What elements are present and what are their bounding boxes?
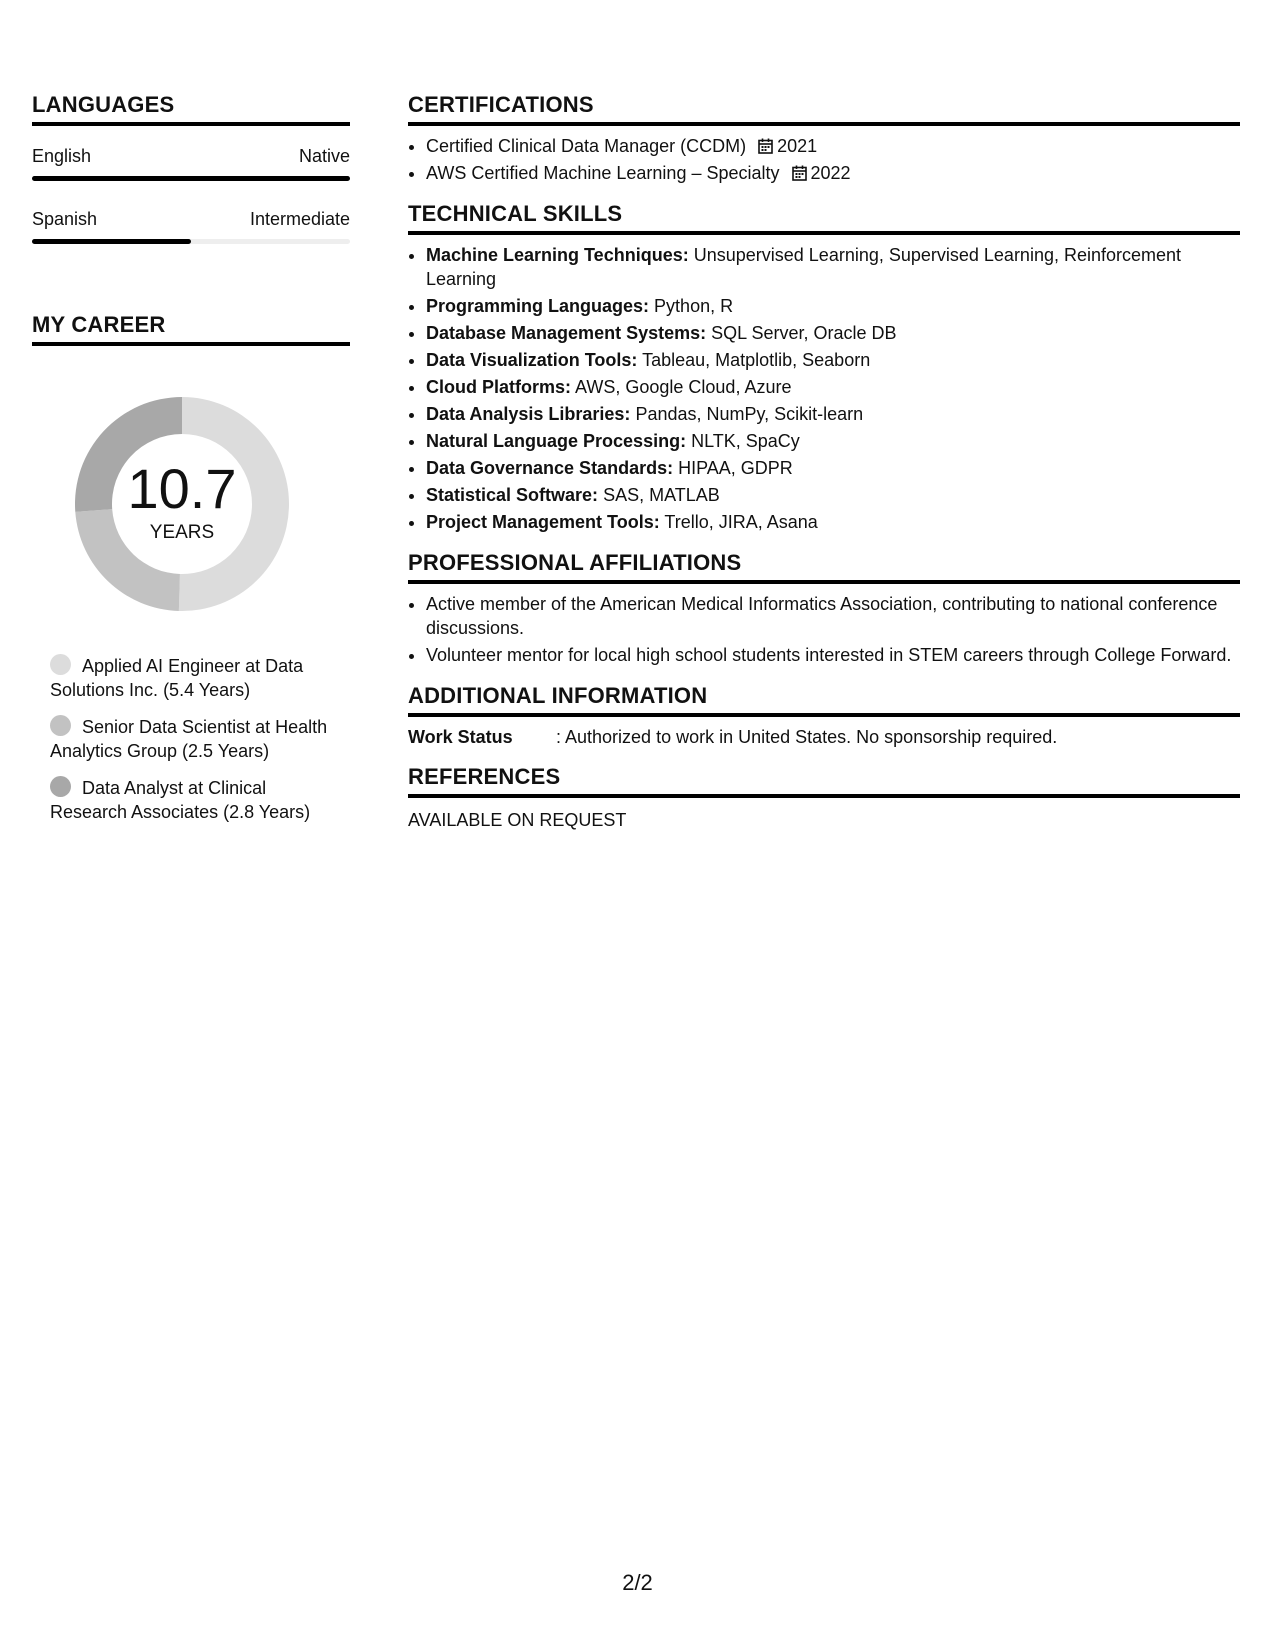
skill-item bbox=[426, 483, 1240, 507]
legend-dot-icon bbox=[50, 776, 71, 797]
career-total-years: 10.7 bbox=[127, 457, 237, 520]
skills-list bbox=[408, 243, 1240, 534]
certification-date bbox=[792, 163, 851, 183]
skill-value: Pandas, NumPy, Scikit-learn bbox=[635, 404, 864, 424]
skill-value: Unsupervised Learning, Supervised Learning, Reinforcement Learning bbox=[426, 245, 1182, 289]
career-legend-item bbox=[50, 654, 340, 702]
certifications-list bbox=[408, 134, 1240, 185]
language-row bbox=[32, 209, 350, 230]
skill-value: NLTK, SpaCy bbox=[691, 431, 800, 451]
references-text: AVAILABLE ON REQUEST bbox=[408, 810, 627, 830]
calendar-icon bbox=[758, 138, 773, 154]
skill-label: Cloud Platforms: bbox=[426, 377, 572, 397]
skill-label: Data Visualization Tools: bbox=[426, 350, 638, 370]
skill-label: Statistical Software: bbox=[426, 485, 599, 505]
career-section bbox=[32, 312, 350, 824]
certification-name: Certified Clinical Data Manager (CCDM) bbox=[426, 136, 747, 156]
skill-label: Programming Languages: bbox=[426, 296, 650, 316]
language-level: Intermediate bbox=[249, 209, 350, 229]
right-column bbox=[408, 92, 1240, 847]
language-item bbox=[32, 146, 350, 181]
skills-section bbox=[408, 201, 1240, 534]
languages-title: LANGUAGES bbox=[32, 92, 350, 126]
affiliations-title: PROFESSIONAL AFFILIATIONS bbox=[408, 550, 1240, 584]
additional-info-section bbox=[408, 683, 1240, 748]
career-title: MY CAREER bbox=[32, 312, 350, 346]
affiliation-item: • Volunteer mentor for local high school students interested in STEM careers through College Forward. bbox=[426, 643, 1240, 667]
skill-value: Tableau, Matplotlib, Seaborn bbox=[642, 350, 871, 370]
affiliations-list bbox=[408, 592, 1240, 667]
skill-value: SQL Server, Oracle DB bbox=[711, 323, 897, 343]
language-name: English bbox=[32, 146, 92, 166]
skill-item bbox=[426, 510, 1240, 534]
certification-year: 2021 bbox=[777, 136, 818, 156]
legend-dot-icon bbox=[50, 654, 71, 675]
language-item bbox=[32, 209, 350, 244]
additional-info-title: ADDITIONAL INFORMATION bbox=[408, 683, 1240, 717]
career-legend bbox=[50, 654, 340, 824]
affiliation-item: • Active member of the American Medical Informatics Association, contributing to national conference discussions. bbox=[426, 592, 1240, 640]
career-legend-item bbox=[50, 776, 340, 824]
certification-year: 2022 bbox=[810, 163, 851, 183]
skill-value: SAS, MATLAB bbox=[603, 485, 720, 505]
skill-item bbox=[426, 402, 1240, 426]
certifications-title: CERTIFICATIONS bbox=[408, 92, 1240, 126]
language-name: Spanish bbox=[32, 209, 98, 229]
skill-value: Python, R bbox=[654, 296, 734, 316]
skill-item bbox=[426, 375, 1240, 399]
language-row bbox=[32, 146, 350, 167]
work-status-value: : Authorized to work in United States. No sponsorship required. bbox=[556, 727, 1058, 747]
skill-label: Database Management Systems: bbox=[426, 323, 707, 343]
skill-item bbox=[426, 321, 1240, 345]
skill-value: HIPAA, GDPR bbox=[678, 458, 793, 478]
language-proficiency-bar bbox=[32, 239, 350, 244]
career-role-text: Data Analyst at Clinical Research Associates (2.8 Years) bbox=[50, 778, 311, 822]
career-years-unit: YEARS bbox=[149, 522, 215, 543]
skill-label: Machine Learning Techniques: bbox=[426, 245, 689, 265]
skill-label: Data Analysis Libraries: bbox=[426, 404, 631, 424]
career-role-text: Applied AI Engineer at Data Solutions Inc. (5.4 Years) bbox=[50, 656, 304, 700]
legend-dot-icon bbox=[50, 715, 71, 736]
skill-value: AWS, Google Cloud, Azure bbox=[575, 377, 792, 397]
skill-label: Natural Language Processing: bbox=[426, 431, 687, 451]
skills-title: TECHNICAL SKILLS bbox=[408, 201, 1240, 235]
references-title: REFERENCES bbox=[408, 764, 1240, 798]
skill-item bbox=[426, 456, 1240, 480]
certification-item bbox=[426, 161, 1240, 185]
language-proficiency-bar bbox=[32, 176, 350, 181]
certification-item bbox=[426, 134, 1240, 158]
work-status-row bbox=[408, 727, 1240, 748]
skill-item bbox=[426, 243, 1240, 291]
skill-item bbox=[426, 294, 1240, 318]
references-section bbox=[408, 764, 1240, 831]
language-proficiency-fill bbox=[32, 239, 191, 244]
language-proficiency-fill bbox=[32, 176, 350, 181]
calendar-icon bbox=[792, 165, 807, 181]
skill-item bbox=[426, 348, 1240, 372]
certification-name: AWS Certified Machine Learning – Specialty bbox=[426, 163, 780, 183]
left-column bbox=[32, 92, 350, 837]
certification-date bbox=[758, 136, 817, 156]
skill-label: Data Governance Standards: bbox=[426, 458, 674, 478]
skill-label: Project Management Tools: bbox=[426, 512, 660, 532]
skill-value: Trello, JIRA, Asana bbox=[664, 512, 818, 532]
work-status-label: Work Status bbox=[408, 727, 513, 747]
affiliations-section bbox=[408, 550, 1240, 667]
language-level: Native bbox=[298, 146, 350, 166]
page-number: 2/2 bbox=[622, 1570, 653, 1595]
career-role-text: Senior Data Scientist at Health Analytics Group (2.5 Years) bbox=[50, 717, 328, 761]
languages-list bbox=[32, 146, 350, 244]
career-legend-item bbox=[50, 715, 340, 763]
certifications-section bbox=[408, 92, 1240, 185]
skill-item bbox=[426, 429, 1240, 453]
career-donut-chart bbox=[62, 384, 302, 624]
